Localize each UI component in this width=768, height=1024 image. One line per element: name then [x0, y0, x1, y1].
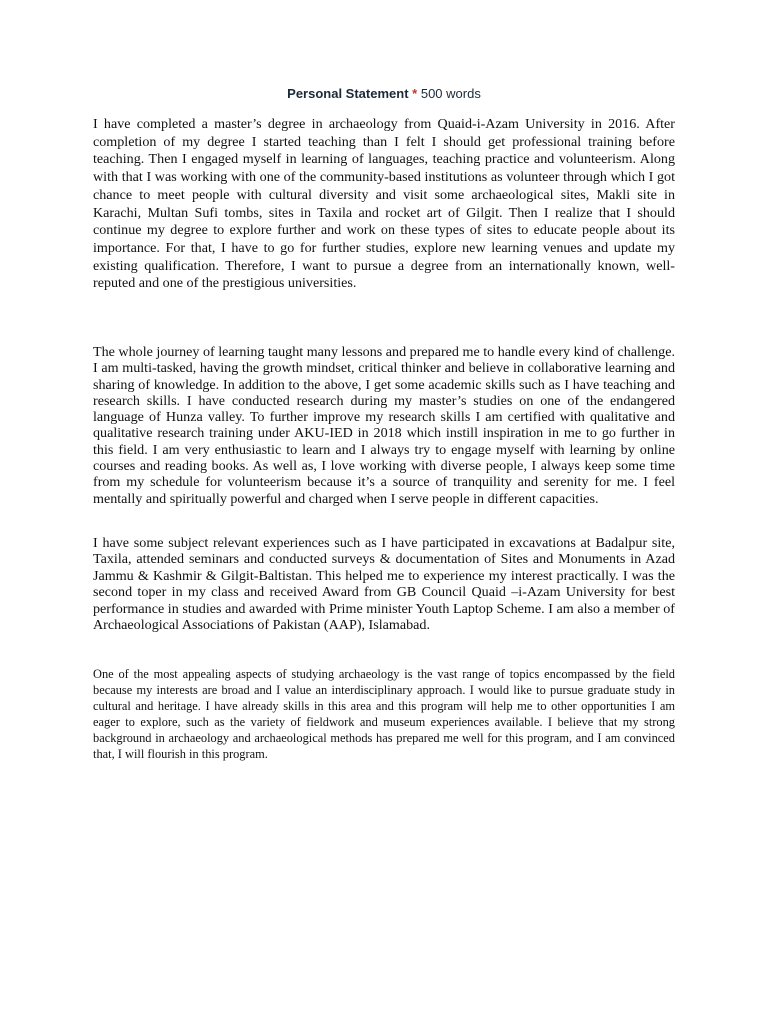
- paragraph-motivation: One of the most appealing aspects of studying archaeology is the vast range of topics encompassed by the field because my interests are broad and I value an interdisciplinary approach. I would like to pursue graduate study in cultural and heritage. I have already skills in this area and this program will help me to other opportunities I am eager to explore, such as the variety of fieldwork and museum experiences available. I believe that my strong background in archaeology and archaeological methods has prepared me well for this program, and I am convinced that, I will flourish in this program.: [93, 667, 675, 761]
- statement-heading: [0, 86, 768, 101]
- paragraph-experience: I have some subject relevant experiences such as I have participated in excavations at Badalpur site, Taxila, attended seminars and conducted surveys & documentation of Sites and Monuments in Azad Jammu & Kashmir & Gilgit-Baltistan. This helped me to experience my interest practically. I was the second toper in my class and received Award from GB Council Quaid –i-Azam University for best performance in studies and awarded with Prime minister Youth Laptop Scheme. I am also a member of Archaeological Associations of Pakistan (AAP), Islamabad.: [93, 535, 675, 634]
- word-limit: 500 words: [420, 86, 481, 101]
- paragraph-skills: The whole journey of learning taught many lessons and prepared me to handle every kind of challenge. I am multi-tasked, having the growth mindset, critical thinker and believe in collaborative learning and sharing of knowledge. In addition to the above, I get some academic skills such as I have teaching and research skills. I have conducted research during my master’s studies on one of the endangered language of Hunza valley. To further improve my research skills I am certified with qualitative and qualitative research training under AKU-IED in 2018 which instill inspiration in me to go further in this field. I am very enthusiastic to learn and I always try to engage myself with learning by online courses and reading books. As well as, I love working with diverse people, I always keep some time from my schedule for volunteerism because it’s a source of tranquility and serenity for me. I feel mentally and spiritually powerful and charged when I serve people in different capacities.: [93, 344, 675, 507]
- statement-title: Personal Statement: [287, 86, 409, 101]
- paragraph-education: I have completed a master’s degree in archaeology from Quaid-i-Azam University in 2016. After completion of my degree I started teaching than I felt I should get professional training before teaching. Then I engaged myself in learning of languages, teaching practice and volunteerism. Along with that I was working with one of the community-based institutions as volunteer through which I got chance to meet people with cultural diversity and visit some archaeological sites, Makli site in Karachi, Multan Sufi tombs, sites in Taxila and rocket art of Gilgit. Then I realize that I should continue my degree to explore further and work on these types of sites to educate people about its importance. For that, I have to go for further studies, explore new learning venues and update my existing qualification. Therefore, I want to pursue a degree from an internationally known, well-reputed and one of the prestigious universities.: [93, 116, 675, 292]
- required-marker: *: [412, 86, 418, 101]
